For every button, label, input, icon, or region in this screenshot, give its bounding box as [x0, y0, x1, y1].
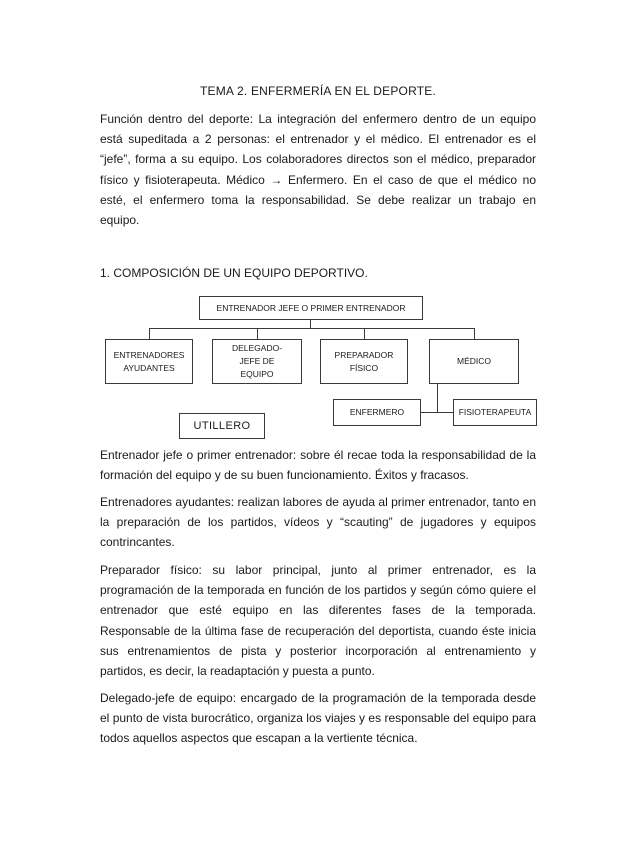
document-title: TEMA 2. ENFERMERÍA EN EL DEPORTE.: [200, 84, 436, 98]
paragraph-physical-trainer: Preparador físico: su labor principal, junto al primer entrenador, es la programación de la temporada en función de los partidos y según cómo quiere el entrenador que esté equipo en las diferentes fases de la temporada. Responsable de la última fase de recuperación del deportista, cuando éste inicia sus entrenamientos de pista y posterior incorporación al entrenamiento y partidos, es decir, la readaptación y puesta a punto.: [100, 563, 536, 679]
box-physical-trainer: PREPARADOR FÍSICO: [320, 339, 408, 384]
connector-line: [437, 383, 438, 413]
paragraph-team-delegate: Delegado-jefe de equipo: encargado de la programación de la temporada desde el punto de vista burocrático, organiza los viajes y es responsable del equipo para todos aquellos aspectos que escapan a la vertiente técnica.: [100, 691, 536, 746]
box-team-delegate: DELEGADO-JEFE DE EQUIPO: [212, 339, 302, 384]
box-physiotherapist: FISIOTERAPEUTA: [453, 399, 537, 426]
intro-paragraph: Función dentro del deporte: La integración del enfermero dentro de un equipo está supeditada a 2 personas: el entrenador y el médico. El entrenador es el “jefe”, forma a su equipo. Los colaboradores directos son el médico, preparador físico y fisioterapeuta. Médico → Enfermero. En el caso de que el médico no esté, el enfermero toma la responsabilidad. Se debe realizar un trabajo en equipo.: [100, 112, 536, 228]
box-utility-manager: UTILLERO: [179, 413, 265, 439]
connector-line: [149, 328, 475, 329]
box-head-coach: ENTRENADOR JEFE O PRIMER ENTRENADOR: [199, 296, 423, 320]
box-doctor: MÉDICO: [429, 339, 519, 384]
paragraph-assistant-coaches: Entrenadores ayudantes: realizan labores de ayuda al primer entrenador, tanto en la preparación de los partidos, vídeos y “scauting” de jugadores y equipos contrincantes.: [100, 495, 536, 550]
connector-line: [420, 412, 454, 413]
paragraph-head-coach: Entrenador jefe o primer entrenador: sobre él recae toda la responsabilidad de la formación del equipo y de su buen funcionamiento. Éxitos y fracasos.: [100, 448, 536, 483]
box-assistant-coaches: ENTRENADORES AYUDANTES: [105, 339, 193, 384]
box-nurse: ENFERMERO: [333, 399, 421, 426]
section-heading: 1. COMPOSICIÓN DE UN EQUIPO DEPORTIVO.: [100, 266, 368, 280]
